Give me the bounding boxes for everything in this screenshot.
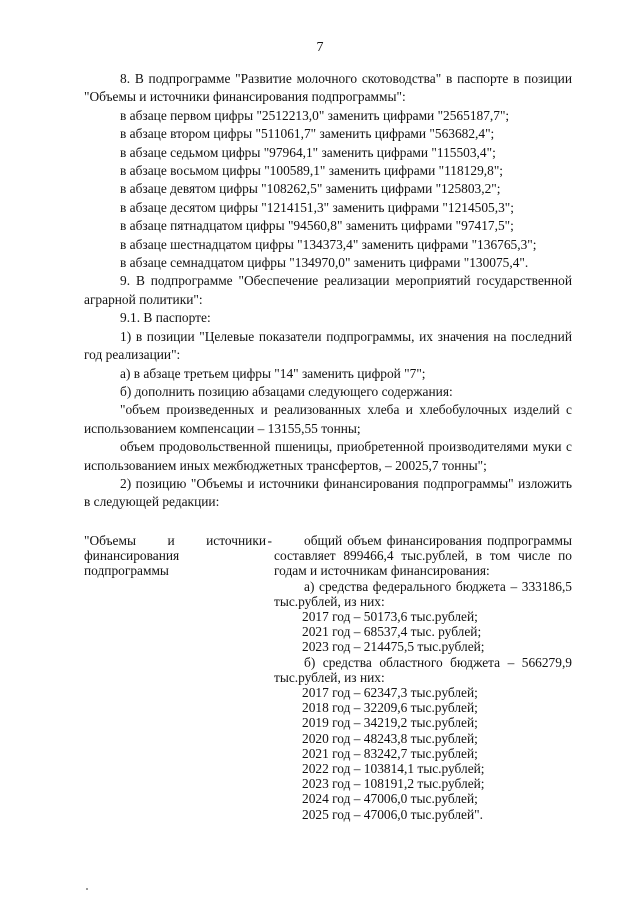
list-item: в абзаце седьмом цифры "97964,1" заменить цифрами "115503,4"; bbox=[120, 144, 496, 160]
federal-year: 2023 год – 214475,5 тыс.рублей; bbox=[302, 639, 485, 655]
table-left-text: "Объемы и источники финансирования подпрограммы bbox=[84, 533, 266, 579]
paragraph-8: 8. В подпрограмме "Развитие молочного скотоводства" в паспорте в позиции "Объемы и источники финансирования подпрограммы": bbox=[84, 71, 572, 105]
list-item: в абзаце втором цифры "511061,7" заменить цифрами "563682,4"; bbox=[120, 126, 495, 142]
federal-year: 2017 год – 50173,6 тыс.рублей; bbox=[302, 609, 478, 625]
list-item: в абзаце семнадцатом цифры "134970,0" заменить цифрами "130075,4". bbox=[120, 255, 529, 271]
paragraph: "объем произведенных и реализованных хлеба и хлебобулочных изделий с использованием компенсации – 13155,55 тонны; bbox=[84, 402, 572, 436]
federal-budget-head: а) средства федерального бюджета – 333186,5 тыс.рублей, из них: bbox=[274, 578, 572, 609]
regional-year: 2023 год – 108191,2 тыс.рублей; bbox=[302, 776, 485, 792]
regional-year: 2018 год – 32209,6 тыс.рублей; bbox=[302, 700, 478, 716]
page-number: 7 bbox=[316, 40, 324, 55]
regional-year: 2020 год – 48243,8 тыс.рублей; bbox=[302, 730, 478, 746]
regional-year: 2017 год – 62347,3 тыс.рублей; bbox=[302, 685, 478, 701]
list-item: в абзаце первом цифры "2512213,0" заменить цифрами "2565187,7"; bbox=[120, 107, 510, 123]
table-left-cell bbox=[84, 533, 272, 579]
list-item: в абзаце пятнадцатом цифры "94560,8" заменить цифрами "97417,5"; bbox=[120, 218, 514, 234]
paragraph: 2) позицию "Объемы и источники финансирования подпрограммы" изложить в следующей редакции: bbox=[84, 475, 572, 510]
table-right-cell bbox=[274, 533, 572, 822]
list-item: в абзаце десятом цифры "1214151,3" заменить цифрами "1214505,3"; bbox=[120, 199, 514, 215]
scan-speck bbox=[86, 888, 88, 890]
document-body bbox=[84, 70, 572, 512]
regional-year: 2022 год – 103814,1 тыс.рублей; bbox=[302, 761, 485, 777]
regional-budget-head: б) средства областного бюджета – 566279,9 тыс.рублей, из них: bbox=[274, 654, 572, 685]
regional-year: 2025 год – 47006,0 тыс.рублей". bbox=[302, 806, 483, 822]
paragraph: б) дополнить позицию абзацами следующего содержания: bbox=[120, 383, 453, 399]
table-left-dash: - bbox=[267, 533, 272, 548]
federal-year: 2021 год – 68537,4 тыс. рублей; bbox=[302, 624, 482, 640]
paragraph: 1) в позиции "Целевые показатели подпрограммы, их значения на последний год реализации": bbox=[84, 328, 572, 363]
regional-year: 2019 год – 34219,2 тыс.рублей; bbox=[302, 715, 478, 731]
financing-intro: общий объем финансирования подпрограммы составляет 899466,4 тыс.рублей, в том числе по годам и источникам финансирования: bbox=[274, 533, 572, 579]
paragraph: а) в абзаце третьем цифры "14" заменить цифрой "7"; bbox=[120, 365, 426, 381]
list-item: в абзаце девятом цифры "108262,5" заменить цифрами "125803,2"; bbox=[120, 181, 501, 197]
paragraph-9: 9. В подпрограмме "Обеспечение реализации мероприятий государственной аграрной политики": bbox=[84, 273, 572, 307]
list-item: в абзаце восьмом цифры "100589,1" заменить цифрами "118129,8"; bbox=[120, 163, 503, 179]
regional-year: 2021 год – 83242,7 тыс.рублей; bbox=[302, 745, 478, 761]
list-item: в абзаце шестнадцатом цифры "134373,4" заменить цифрами "136765,3"; bbox=[120, 236, 537, 252]
paragraph-9-1: 9.1. В паспорте: bbox=[120, 310, 211, 326]
regional-year: 2024 год – 47006,0 тыс.рублей; bbox=[302, 791, 478, 807]
paragraph: объем продовольственной пшеницы, приобретенной производителями муки с использованием иных межбюджетных трансфертов, – 20025,7 тонны"; bbox=[84, 439, 572, 473]
